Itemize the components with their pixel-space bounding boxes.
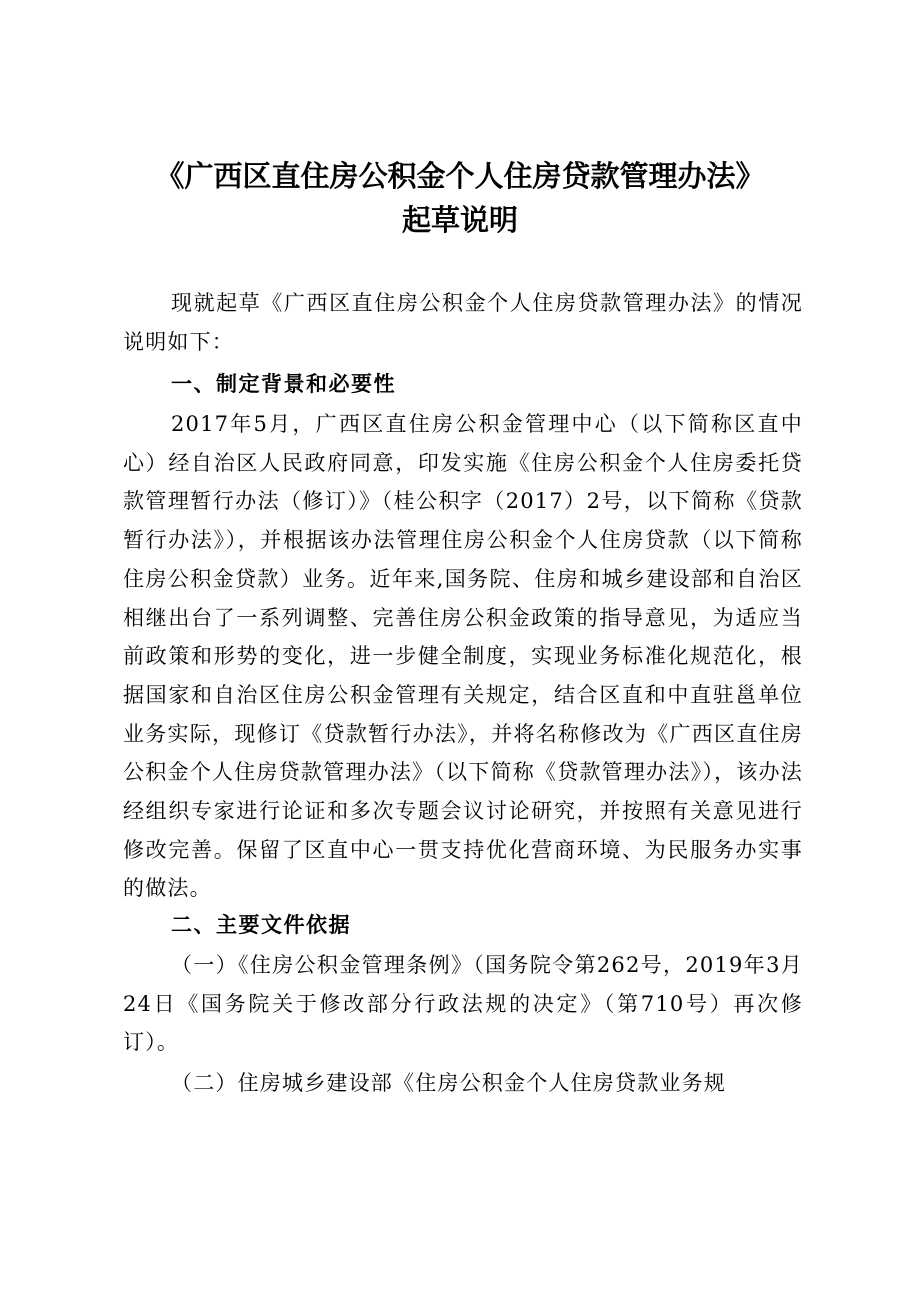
section2-heading: 二、主要文件依据: [171, 913, 351, 937]
section1-heading: 一、制定背景和必要性: [171, 372, 396, 396]
section1-paragraph: 2017年5月，广西区直住房公积金管理中心（以下简称区直中心）经自治区人民政府同意，印发实施《住房公积金个人住房委托贷款管理暂行办法（修订）》（桂公积字（2017）2号，以下简称《贷款暂行办法》），并根据该办法管理住房公积金个人住房贷款（以下简称住房公积金贷款）业务。近年来,国务院、住房和城乡建设部和自治区相继出台了一系列调整、完善住房公积金政策的指导意见，为适应当前政策和形势的变化，进一步健全制度，实现业务标准化规范化，根据国家和自治区住房公积金管理有关规定，结合区直和中直驻邕单位业务实际，现修订《贷款暂行办法》，并将名称修改为《广西区直住房公积金个人住房贷款管理办法》（以下简称《贷款管理办法》），该办法经组织专家进行论证和多次专题会议讨论研究，并按照有关意见进行修改完善。保留了区直中心一贯支持优化营商环境、为民服务办实事的做法。: [123, 412, 803, 901]
section2-item2: （二）住房城乡建设部《住房公积金个人住房贷款业务规: [171, 1071, 726, 1095]
intro-paragraph: 现就起草《广西区直住房公积金个人住房贷款管理办法》的情况说明如下：: [123, 291, 803, 354]
document-title-line1: 《广西区直住房公积金个人住房贷款管理办法》: [155, 159, 765, 193]
section2-item1: （一）《住房公积金管理条例》（国务院令第262号，2019年3月24日《国务院关于修改部分行政法规的决定》（第710号）再次修订）。: [123, 953, 803, 1055]
document-title-line2: 起草说明: [401, 203, 518, 237]
